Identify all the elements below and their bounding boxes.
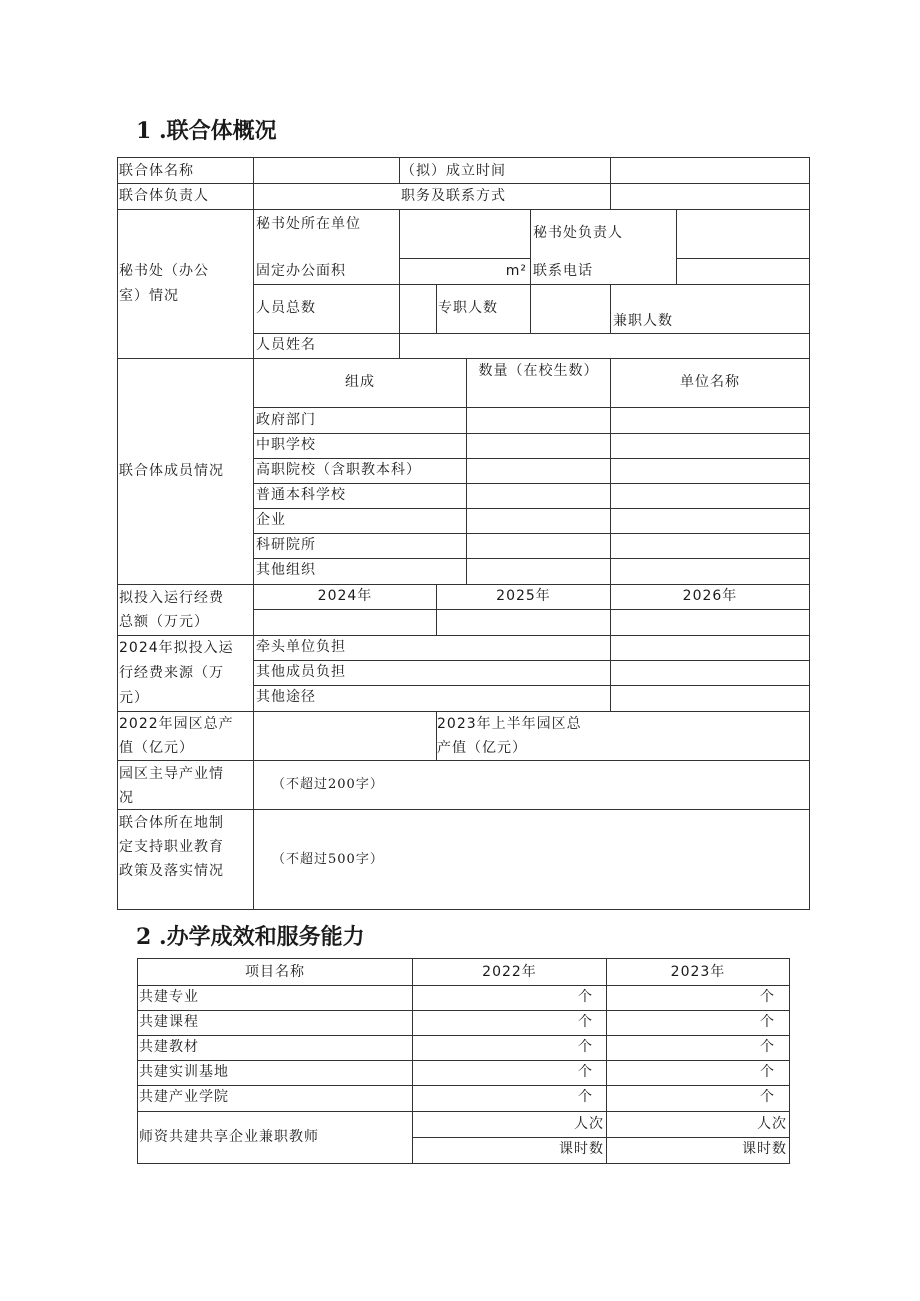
member-type-enterprise: 企业 [256,512,286,528]
fund-source-lead-unit: 牵头单位负担 [256,639,346,655]
class-hours-2022: 课时数 [559,1141,604,1157]
row-unit-textbooks-2023: 个 [760,1039,775,1055]
row-name-courses: 共建课程 [139,1014,199,1030]
fund-total-label-line1: 拟投入运行经费 [119,590,224,606]
secretariat-label-line1: 秘书处（办公 [119,263,209,279]
member-type-secondary-vocational: 中职学校 [256,437,316,453]
row-name-textbooks: 共建教材 [139,1039,199,1055]
industry-label-line2: 况 [119,790,134,806]
staff-names-label: 人员姓名 [256,337,316,353]
row-unit-industry-colleges-2023: 个 [760,1089,775,1105]
member-type-other: 其他组织 [256,562,316,578]
row-name-training-bases: 共建实训基地 [139,1064,229,1080]
sec-unit-label: 秘书处所在单位 [256,216,361,232]
row-name-industry-colleges: 共建产业学院 [139,1089,229,1105]
teacher-label: 师资共建共享企业兼职教师 [139,1129,319,1145]
class-hours-2023: 课时数 [742,1141,787,1157]
gdp2022-label-line1: 2022年园区总产 [119,716,234,732]
area-unit: m² [505,263,527,279]
fund-total-label-line2: 总额（万元） [119,614,209,630]
gdp2023-label-line1: 2023年上半年园区总 [437,716,582,732]
industry-label-line1: 园区主导产业情 [119,766,224,782]
leader-label: 联合体负责人 [119,188,209,204]
unit-name-header: 单位名称 [680,374,740,390]
composition-header: 组成 [345,374,375,390]
member-type-undergraduate: 普通本科学校 [256,487,346,503]
person-times-2022: 人次 [574,1116,604,1132]
office-area-label: 固定办公面积 [256,263,346,279]
year-2026-header: 2026年 [682,588,738,604]
fund-source-label-line2: 行经费来源（万 [119,665,224,681]
gdp2023-label-line2: 产值（亿元） [437,740,527,756]
est-time-label: （拟）成立时间 [401,163,506,179]
staff-total-label: 人员总数 [256,300,316,316]
secretariat-label-line2: 室）情况 [119,288,179,304]
name-label: 联合体名称 [119,163,194,179]
row-unit-courses-2023: 个 [760,1014,775,1030]
fulltime-label: 专职人数 [438,300,498,316]
fund-source-other-members: 其他成员负担 [256,664,346,680]
gdp2022-label-line2: 值（亿元） [119,740,194,756]
member-type-research: 科研院所 [256,537,316,553]
row-unit-textbooks-2022: 个 [578,1039,593,1055]
fund-source-other-channels: 其他途径 [256,689,316,705]
sec-leader-label: 秘书处负责人 [533,225,623,241]
member-type-higher-vocational: 高职院校（含职教本科） [256,462,421,478]
year-2025-header: 2025年 [496,588,551,604]
section1-title: 1 .联合体概况 [136,118,277,144]
count-header: 数量（在校生数） [478,363,599,379]
policy-label-line1: 联合体所在地制 [119,815,224,831]
section2-title: 2 .办学成效和服务能力 [136,924,365,950]
row-name-majors: 共建专业 [139,989,199,1005]
parttime-label: 兼职人数 [613,313,673,329]
row-unit-majors-2023: 个 [760,989,775,1005]
row-unit-training-bases-2022: 个 [578,1064,593,1080]
year-2024-header: 2024年 [317,588,373,604]
policy-label-line3: 政策及落实情况 [119,863,224,879]
person-times-2023: 人次 [757,1116,787,1132]
phone-label: 联系电话 [533,263,593,279]
position-contact-label: 职务及联系方式 [401,188,506,204]
members-label: 联合体成员情况 [119,463,224,479]
year-2023-header: 2023年 [670,964,726,980]
row-unit-training-bases-2023: 个 [760,1064,775,1080]
member-type-government: 政府部门 [256,412,316,428]
item-header: 项目名称 [245,964,305,980]
industry-note: （不超过200字） [272,777,384,792]
row-unit-courses-2022: 个 [578,1014,593,1030]
row-unit-majors-2022: 个 [578,989,593,1005]
year-2022-header: 2022年 [482,964,537,980]
fund-source-label-line3: 元） [119,690,149,706]
fund-source-label-line1: 2024年拟投入运 [119,640,234,656]
policy-label-line2: 定支持职业教育 [119,839,224,855]
policy-note: （不超过500字） [272,852,384,867]
row-unit-industry-colleges-2022: 个 [578,1089,593,1105]
